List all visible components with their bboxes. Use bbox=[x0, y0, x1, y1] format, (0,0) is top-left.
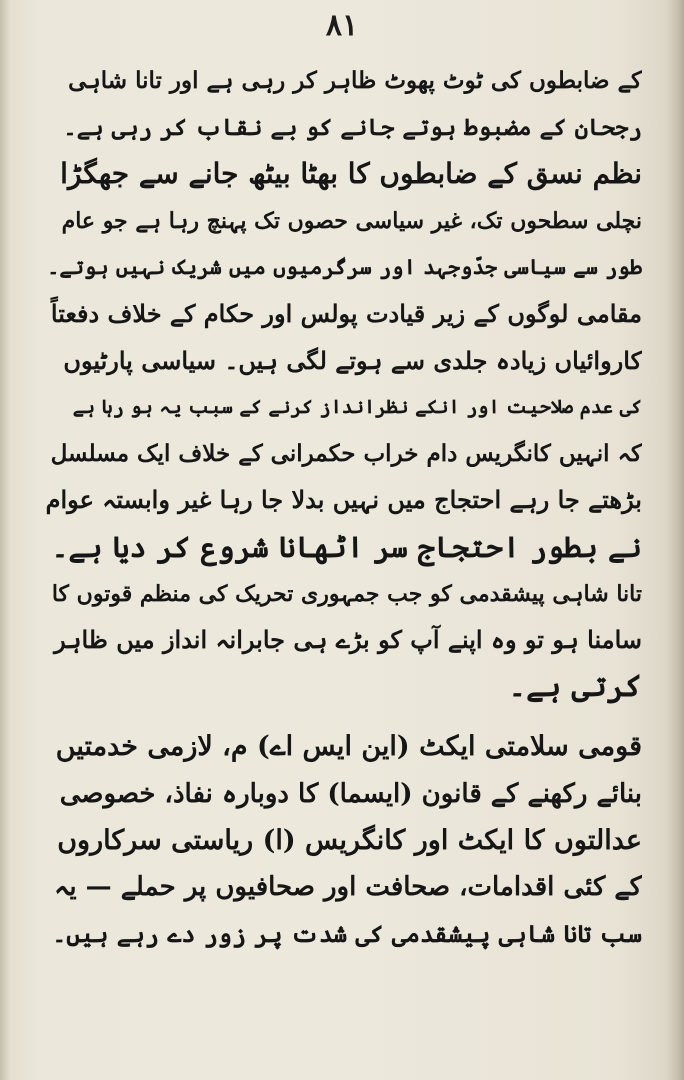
text-line: نے بطور احتجاج سر اٹھانا شروع کر دیا ہے۔ bbox=[51, 529, 642, 564]
page-right-shadow bbox=[666, 0, 684, 1080]
text-line: طور سے سیاسی جدّوجہد اور سرگرمیوں میں شریک نہیں ہوتے۔ bbox=[47, 254, 642, 280]
text-line: نظم نسق کے ضابطوں کا بھٹا بیٹھ جانے سے جھگڑا bbox=[60, 157, 642, 191]
text-line: مقامی لوگوں کے زیر قیادت پولس اور حکام کے خلاف دفعتاً bbox=[50, 298, 642, 328]
text-line: رجحان کے مضبوط ہوتے جانے کو بے نقاب کر رہی ہے۔ bbox=[63, 113, 642, 141]
text-line: قومی سلامتی ایکٹ (این ایس اے) م، لازمی خدمتیں bbox=[55, 731, 642, 763]
text-line: بڑھتے جا رہے احتجاج میں نہیں بدلا جا رہا غیر وابستہ عوام bbox=[45, 485, 642, 515]
text-line: کہ انہیں کانگریس دام خراب حکمرانی کے خلاف ایک مسلسل bbox=[50, 439, 642, 467]
text-line: بنائے رکھنے کے قانون (ایسما) کا دوبارہ نفاذ، خصوصی bbox=[59, 778, 642, 809]
page-left-shadow bbox=[0, 0, 10, 1080]
text-line: کرتی ہے۔ bbox=[508, 668, 642, 704]
text-line: سامنا ہو تو وہ اپنے آپ کو بڑے ہی جابرانہ انداز میں ظاہر bbox=[54, 625, 642, 655]
text-line: عدالتوں کا ایکٹ اور کانگریس (ا) ریاستی سرکاروں bbox=[57, 824, 642, 856]
text-line: کے کئی اقدامات، صحافت اور صحافیوں پر حملے — یہ bbox=[54, 872, 642, 903]
text-line: نچلی سطحوں تک، غیر سیاسی حصوں تک پہنچ رہا ہے جو عام bbox=[61, 207, 642, 234]
body-text bbox=[44, 58, 642, 957]
page-number: ۸۱ bbox=[325, 8, 359, 43]
text-line: سب تانا شاہی پیشقدمی کی شدت پر زور دے رہے ہیں۔ bbox=[52, 918, 642, 948]
text-line: کی عدم صلاحیت اور انکے نظرانداز کرنے کے سبب یہ ہو رہا ہے bbox=[72, 396, 642, 419]
text-line: تانا شاہی پیشقدمی کو جب جمہوری تحریک کی منظم قوتوں کا bbox=[51, 580, 642, 607]
text-line: کے ضابطوں کی ٹوٹ پھوٹ ظاہر کر رہی ہے اور تانا شاہی bbox=[68, 67, 642, 94]
text-line: کاروائیاں زیادہ جلدی سے ہوتے لگی ہیں۔ سیاسی پارٹیوں bbox=[63, 345, 642, 375]
